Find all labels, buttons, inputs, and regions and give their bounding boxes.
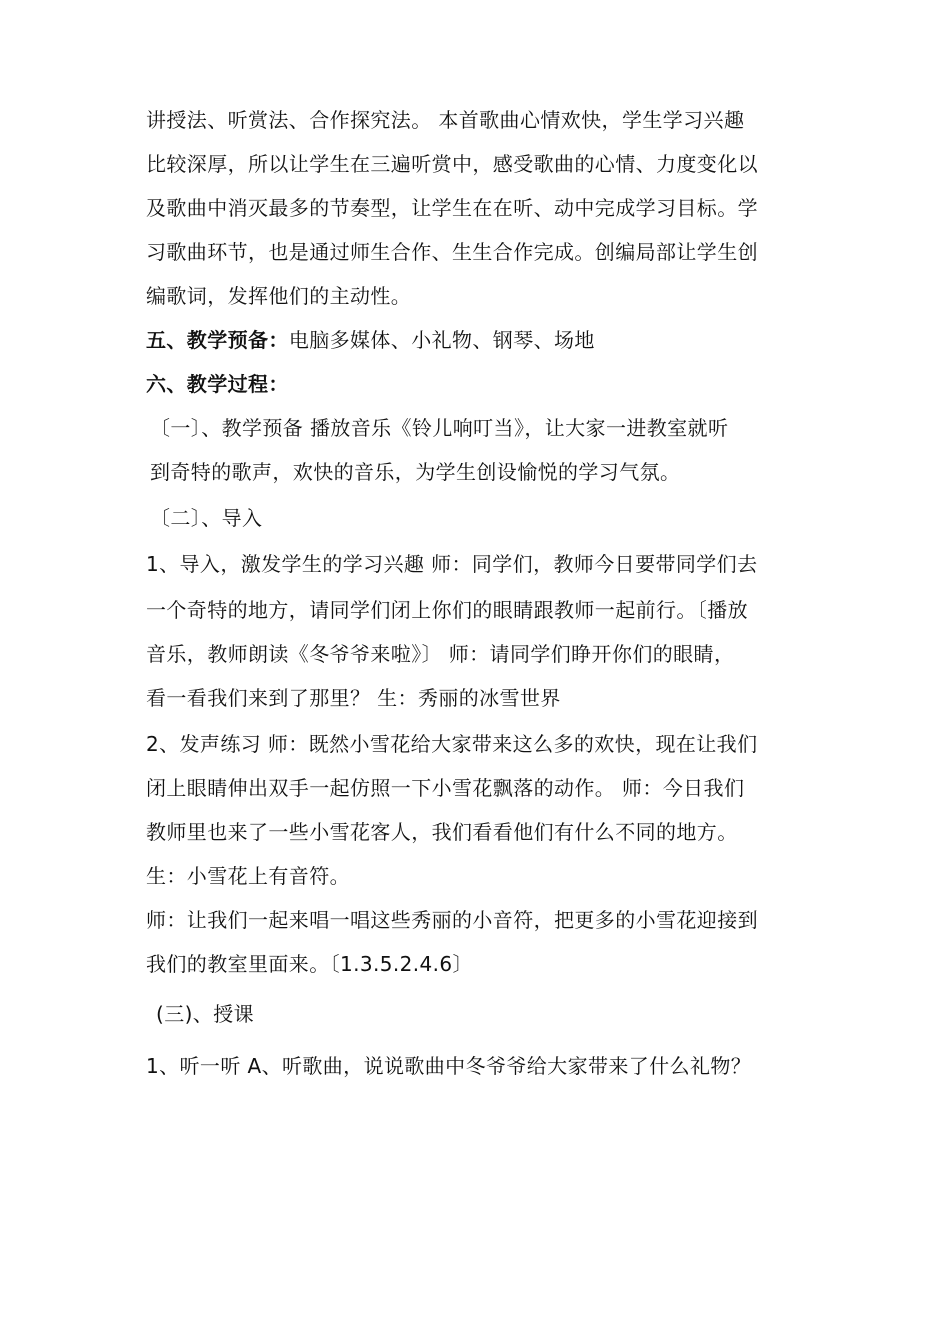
section-6-heading: 六、教学过程： xyxy=(146,372,289,396)
part-1-line: 到奇特的歌声，欢快的音乐，为学生创设愉悦的学习气氛。 xyxy=(150,460,681,484)
paragraph-line: 及歌曲中消灭最多的节奏型，让学生在在听、动中完成学习目标。学 xyxy=(146,196,758,220)
part-2-item-2-line: 生：小雪花上有音符。 xyxy=(146,864,350,888)
paragraph-line: 习歌曲环节，也是通过师生合作、生生合作完成。创编局部让学生创 xyxy=(146,240,758,264)
part-2-item-1-line: 看一看我们来到了那里？ 生：秀丽的冰雪世界 xyxy=(146,686,561,710)
part-2-item-2-line: 2、发声练习 师：既然小雪花给大家带来这么多的欢快，现在让我们 xyxy=(146,732,758,756)
part-2-item-1-line: 一个奇特的地方，请同学们闭上你们的眼睛跟教师一起前行。〔播放 xyxy=(146,598,748,622)
paragraph-line: 编歌词，发挥他们的主动性。 xyxy=(146,284,412,308)
section-5 xyxy=(146,326,595,354)
part-3-item-1: 1、听一听 A、听歌曲，说说歌曲中冬爷爷给大家带来了什么礼物？ xyxy=(146,1054,752,1078)
section-5-heading: 五、教学预备： xyxy=(146,328,289,352)
part-2-item-2-line: 我们的教室里面来。〔1.3.5.2.4.6〕 xyxy=(146,952,473,976)
section-5-text: 电脑多媒体、小礼物、钢琴、场地 xyxy=(288,328,595,352)
part-3-heading: (三)、授课 xyxy=(156,1002,255,1026)
part-2-item-2-line: 闭上眼睛伸出双手一起仿照一下小雪花飘落的动作。 师：今日我们 xyxy=(146,776,745,800)
paragraph-line: 讲授法、听赏法、合作探究法。 本首歌曲心情欢快，学生学习兴趣 xyxy=(146,108,745,132)
part-1-line: 〔一〕、教学预备 播放音乐《铃儿响叮当》，让大家一进教室就听 xyxy=(150,416,729,440)
paragraph-line: 比较深厚，所以让学生在三遍听赏中，感受歌曲的心情、力度变化以 xyxy=(146,152,758,176)
part-2-item-2-line: 师：让我们一起来唱一唱这些秀丽的小音符，把更多的小雪花迎接到 xyxy=(146,908,758,932)
part-2-item-1-line: 1、导入，激发学生的学习兴趣 师：同学们，教师今日要带同学们去 xyxy=(146,552,758,576)
part-2-heading: 〔二〕、导入 xyxy=(150,506,263,530)
part-2-item-1-line: 音乐，教师朗读《冬爷爷来啦》〕 师：请同学们睁开你们的眼睛， xyxy=(146,642,735,666)
part-2-item-2-line: 教师里也来了一些小雪花客人，我们看看他们有什么不同的地方。 xyxy=(146,820,738,844)
